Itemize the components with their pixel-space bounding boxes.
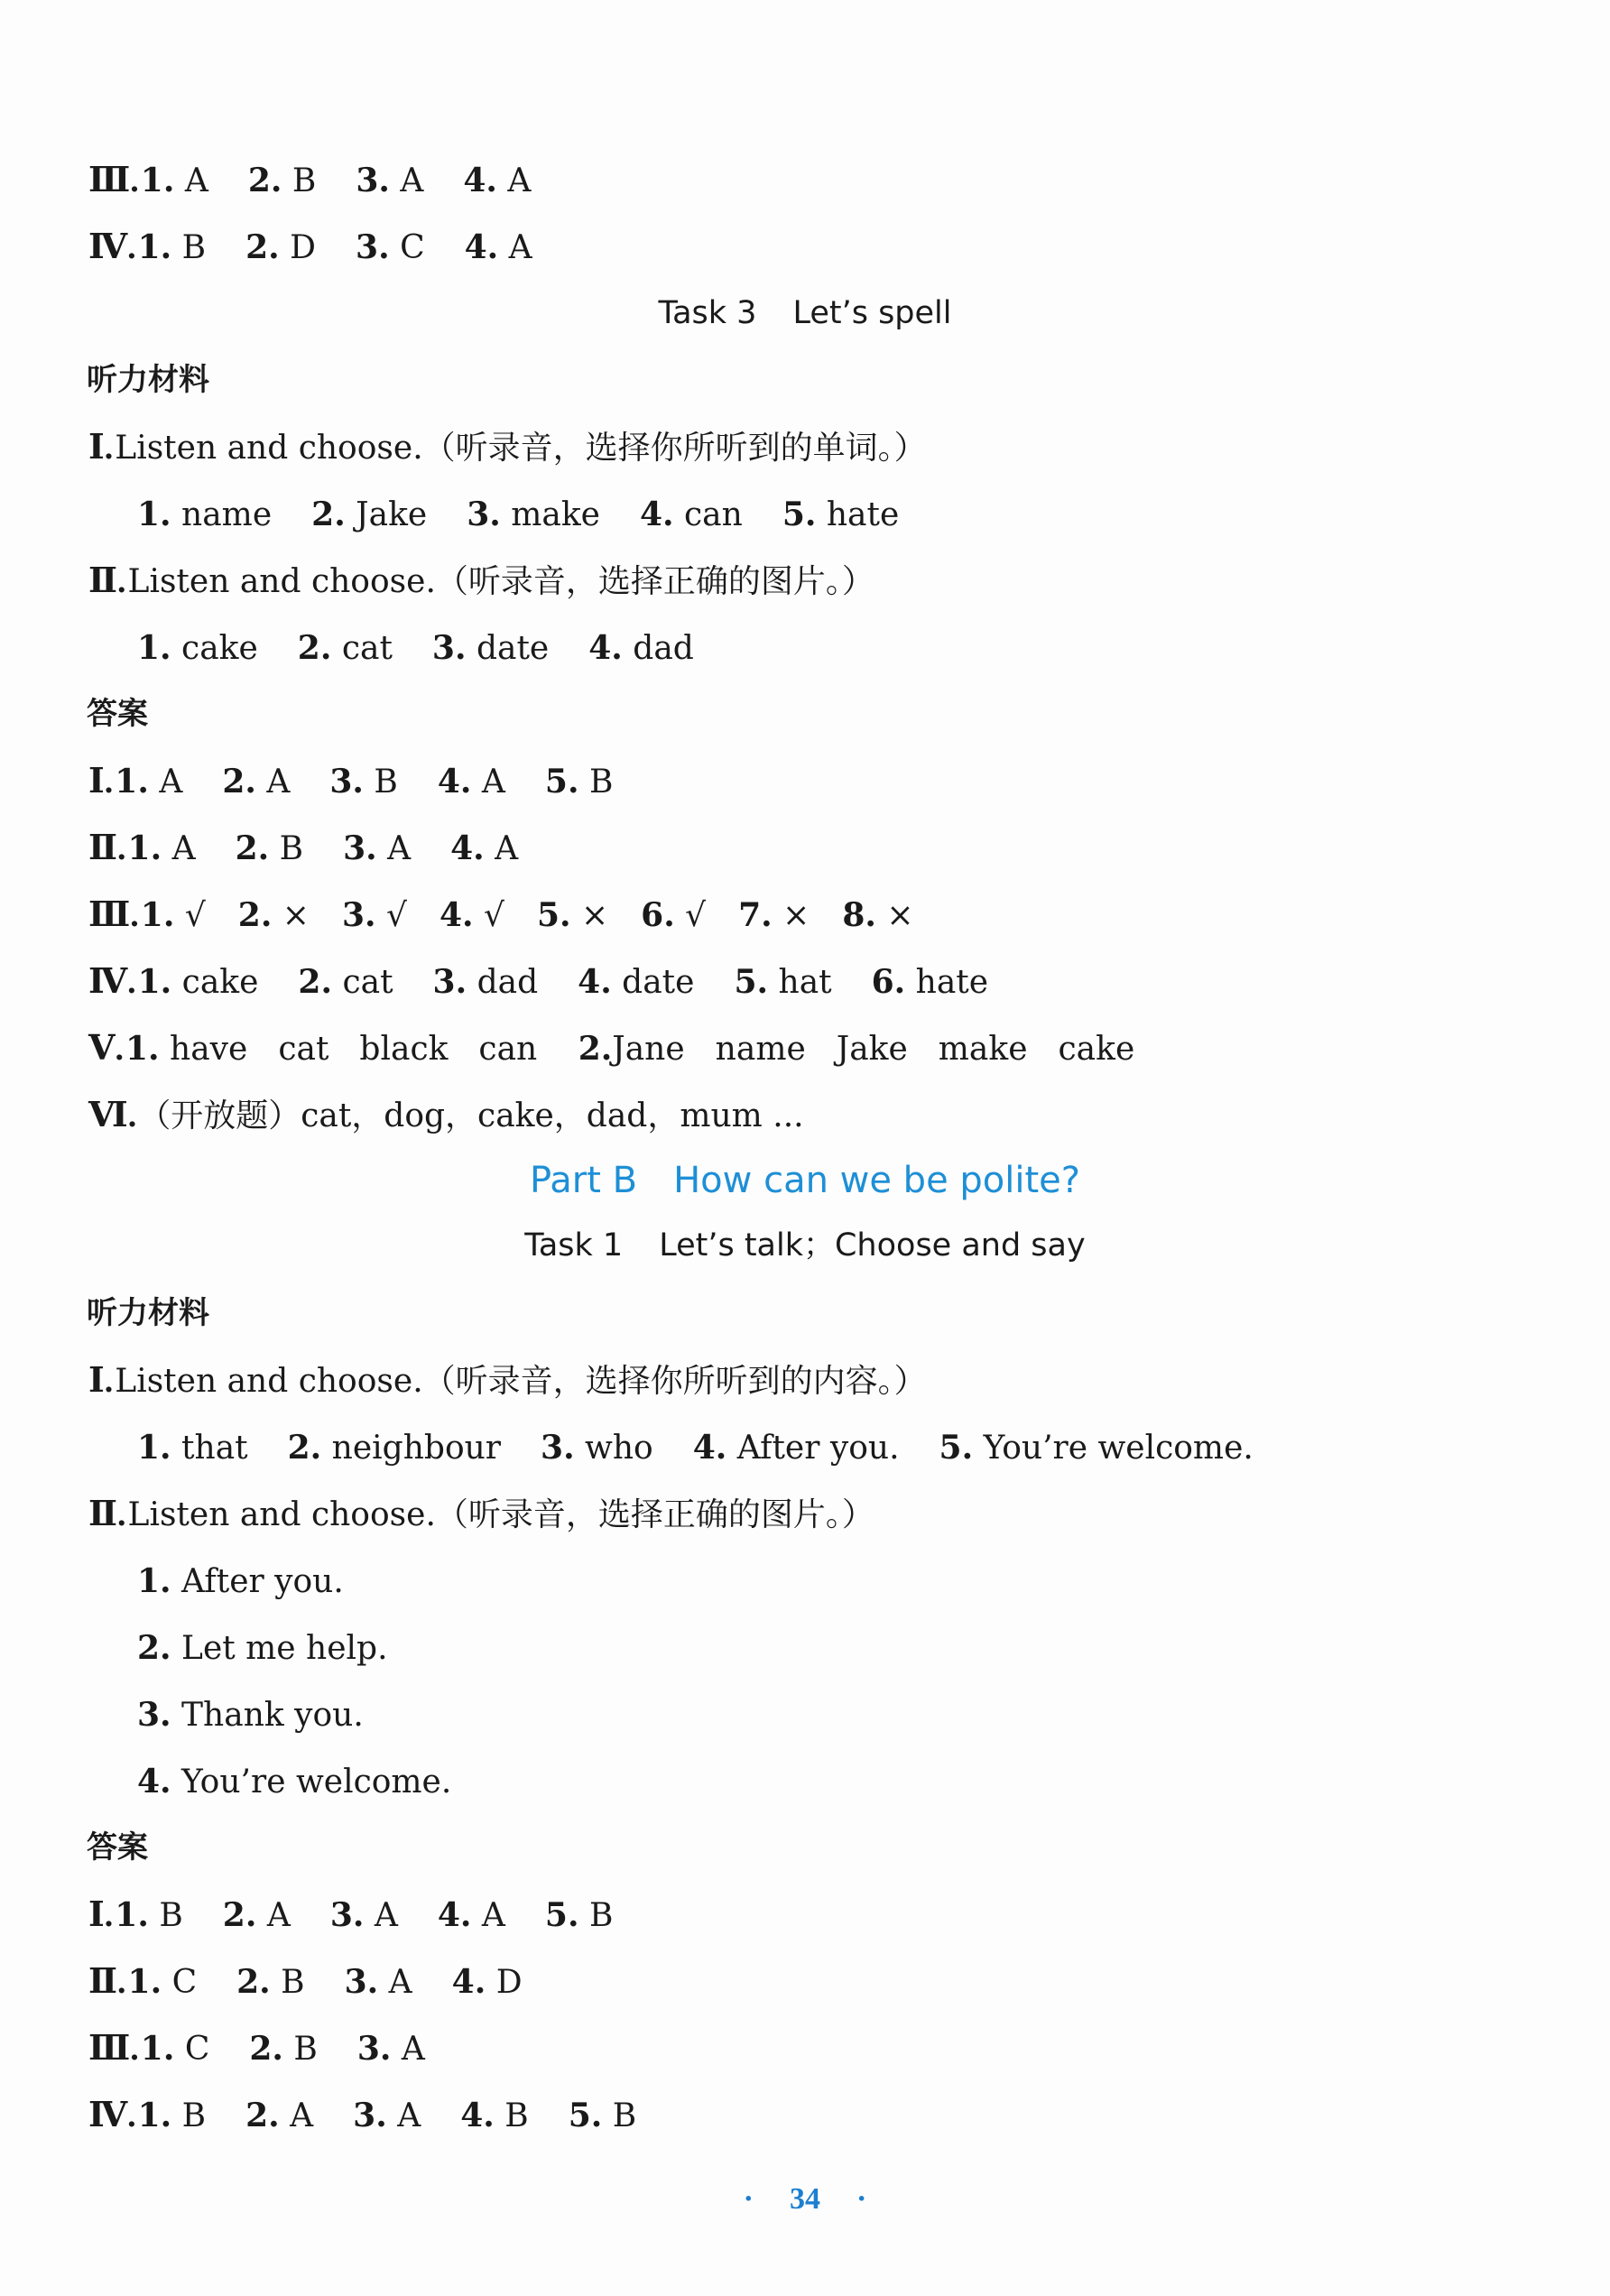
answer-item	[248, 159, 317, 203]
answer-item	[137, 1426, 248, 1470]
answer-row-iii	[88, 893, 947, 938]
roman-numeral: Ⅵ.	[88, 1097, 137, 1134]
item-answer: date	[611, 964, 695, 1001]
item-answer: A	[386, 2097, 421, 2134]
roman-numeral: Ⅰ.	[88, 1362, 114, 1400]
item-answer: hat	[768, 964, 832, 1001]
answer-item	[329, 760, 398, 804]
roman-numeral: Ⅳ.	[88, 228, 136, 266]
fill-word: can	[478, 1031, 538, 1068]
item-number: 3.	[343, 829, 377, 867]
item-number: 3.	[356, 162, 390, 199]
task1-title	[0, 1225, 1610, 1266]
item-answer: √	[375, 897, 407, 934]
item-number: 3.	[353, 2097, 387, 2134]
fill-word: have	[170, 1031, 248, 1068]
item-number: 5.	[544, 1896, 579, 1934]
item-answer: B	[270, 1964, 305, 2001]
answer-item	[249, 2027, 318, 2071]
open-answer-text: （开放题）cat，dog，cake，dad，mum ...	[138, 1097, 804, 1134]
answer-item	[939, 1426, 1254, 1470]
item-number: 2.	[298, 963, 332, 1001]
item-answer: can	[673, 496, 743, 533]
answer-item	[537, 893, 608, 938]
item-answer: √	[473, 897, 504, 934]
roman-numeral: Ⅲ.	[88, 896, 139, 934]
answer-item	[356, 159, 423, 203]
answer-item	[141, 2027, 210, 2071]
item-number: 4.	[450, 829, 485, 867]
item-number: 2.	[236, 1963, 271, 2001]
item-number: 3.	[431, 629, 467, 667]
answer-item	[342, 893, 407, 938]
item-number: 1.	[137, 1429, 171, 1467]
answer-item	[541, 1426, 653, 1470]
answer-item	[236, 1960, 305, 2004]
item-number: 1.	[137, 963, 172, 1001]
question-text: Listen and choose.（听录音，选择你所听到的单词。）	[115, 430, 927, 467]
item-number: 2.	[222, 1896, 257, 1934]
answer-item	[298, 960, 393, 1004]
answer-row-i	[88, 1893, 613, 1938]
item-number: 1.	[137, 495, 171, 533]
answer-item	[782, 493, 899, 537]
item-answer: C	[389, 229, 425, 266]
task3-title-text: Let’s spell	[792, 295, 952, 331]
item-number: 4.	[460, 2097, 495, 2134]
answer-item	[137, 493, 272, 537]
item-number: 1.	[115, 1896, 149, 1934]
item-answer: cake	[171, 964, 259, 1001]
item-answer: C	[174, 2031, 210, 2068]
item-number: 4.	[437, 763, 472, 801]
item-answer: You’re welcome.	[973, 1430, 1254, 1467]
roman-numeral: Ⅳ.	[88, 963, 136, 1001]
answer-item	[343, 827, 411, 871]
answer-row-iii	[88, 2027, 425, 2071]
answer-item	[545, 760, 614, 804]
listening-heading: 听力材料	[87, 1295, 209, 1331]
answer-item	[872, 960, 988, 1004]
item-answer: After you.	[726, 1430, 900, 1467]
answer-item	[141, 893, 206, 938]
roman-numeral: Ⅰ.	[88, 429, 114, 467]
task1-title-text: Let’s talk；Choose and say	[659, 1227, 1086, 1264]
roman-numeral: Ⅱ.	[88, 1495, 126, 1533]
item-answer: Jake	[345, 496, 428, 533]
answer-row-ii	[88, 827, 518, 871]
item-number: 2.	[235, 829, 270, 867]
answer-item	[138, 2094, 207, 2138]
item-answer: ×	[272, 897, 310, 934]
item-answer: √	[174, 897, 206, 934]
item-number: 3.	[344, 1963, 379, 2001]
item-answer: A	[162, 830, 196, 867]
page-number-value: 34	[790, 2182, 820, 2216]
answer-item	[222, 760, 290, 804]
sentence-line: 4. You’re welcome.	[137, 1763, 452, 1801]
item-number: 6.	[871, 963, 906, 1001]
question-text: Listen and choose.（听录音，选择正确的图片。）	[127, 1496, 874, 1533]
item-answer: D	[279, 229, 317, 266]
answer-item	[641, 893, 706, 938]
answer-item	[450, 827, 518, 871]
item-answer: cat	[331, 630, 393, 667]
item-number: 3.	[329, 1896, 365, 1934]
item-number: 5.	[536, 896, 571, 934]
item-number: 2.	[249, 2030, 283, 2068]
item-answer: B	[282, 2031, 318, 2068]
item-answer: ×	[570, 897, 609, 934]
item-number: 1.	[140, 896, 175, 934]
item-answer: that	[171, 1430, 248, 1467]
item-answer: hate	[905, 964, 989, 1001]
answer-item	[452, 1960, 523, 2004]
item-answer: neighbour	[321, 1430, 502, 1467]
item-number: 1.	[125, 1030, 160, 1068]
item-number: 1.	[127, 1963, 162, 2001]
item-number: 8.	[842, 896, 876, 934]
item-answer: B	[363, 764, 398, 801]
item-answer: A	[378, 1964, 412, 2001]
fill-word: Jane	[612, 1031, 685, 1068]
answer-item	[578, 960, 694, 1004]
item-answer: A	[364, 1897, 398, 1934]
question-ii	[88, 560, 874, 604]
answer-item	[298, 626, 393, 671]
question-i	[88, 426, 927, 470]
question-i	[88, 1359, 927, 1403]
item-number: 1.	[137, 629, 171, 667]
answer-row-vi	[88, 1094, 804, 1138]
item-answer: B	[578, 764, 614, 801]
item-number: 2.	[247, 162, 282, 199]
item-number: 1.	[140, 2030, 175, 2068]
roman-numeral: Ⅱ.	[88, 562, 126, 600]
item-answer: A	[389, 162, 424, 199]
answer-item	[238, 893, 310, 938]
question-ii-words	[137, 626, 694, 671]
answer-item	[693, 1426, 900, 1470]
item-number: 3.	[329, 763, 364, 801]
item-answer: A	[471, 1897, 505, 1934]
answer-item	[356, 226, 425, 270]
fill-word: cake	[1058, 1031, 1135, 1068]
item-answer: dad	[622, 630, 694, 667]
item-answer: B	[148, 1897, 183, 1934]
answer-item	[236, 827, 304, 871]
part-heading: How can we be polite?	[673, 1160, 1081, 1201]
task1-title-number: Task 1	[524, 1227, 624, 1264]
answer-row-i	[88, 760, 613, 804]
item-number: 2.	[245, 228, 280, 266]
item-number: 5.	[544, 763, 579, 801]
answer-item	[842, 893, 913, 938]
item-answer: B	[282, 162, 317, 199]
answer-item	[137, 626, 258, 671]
item-number: 5.	[782, 495, 817, 533]
answer-item	[460, 2094, 529, 2138]
item-answer: B	[602, 2097, 637, 2134]
item-answer: D	[486, 1964, 523, 2001]
item-answer: dad	[467, 964, 539, 1001]
item-number: 2.	[245, 2097, 280, 2134]
item-answer: date	[466, 630, 550, 667]
item-number: 2.	[237, 896, 273, 934]
item-number: 3.	[432, 963, 467, 1001]
answer-item	[588, 626, 694, 671]
answer-item	[141, 159, 208, 203]
item-answer: A	[148, 764, 183, 801]
answer-item	[640, 493, 743, 537]
sentence-line: 3. Thank you.	[137, 1696, 364, 1734]
answer-item	[357, 2027, 425, 2071]
item-number: 1.	[115, 763, 149, 801]
answer-item	[569, 2094, 637, 2138]
answer-item	[433, 960, 539, 1004]
roman-numeral: Ⅰ.	[88, 1896, 114, 1934]
item-number: 2.	[287, 1429, 322, 1467]
item-number: 1.	[127, 829, 162, 867]
item-answer: B	[494, 2097, 529, 2134]
answer-item	[465, 226, 532, 270]
answer-item	[545, 1893, 614, 1938]
item-number: 2.	[311, 495, 346, 533]
answer-item	[223, 1893, 291, 1938]
fill-word: name	[715, 1031, 806, 1068]
item-number: 1.	[137, 228, 172, 266]
item-answer: A	[256, 1897, 291, 1934]
answers-heading: 答案	[87, 1829, 148, 1866]
answer-row-iii	[88, 159, 531, 203]
answer-item	[330, 1893, 398, 1938]
item-answer: ×	[875, 897, 914, 934]
item-number: 2.	[578, 1030, 613, 1068]
roman-numeral: Ⅱ.	[88, 1963, 126, 2001]
item-answer: A	[498, 229, 532, 266]
answer-item	[288, 1426, 501, 1470]
item-number: 1.	[140, 162, 175, 199]
answer-item	[440, 893, 504, 938]
item-answer: A	[279, 2097, 314, 2134]
sentence-line: 1. After you.	[137, 1562, 344, 1600]
answer-item	[438, 1893, 505, 1938]
item-number: 5.	[734, 963, 769, 1001]
answer-row-iv	[88, 2094, 636, 2138]
item-answer: A	[376, 830, 412, 867]
answer-item	[138, 226, 207, 270]
item-answer: A	[255, 764, 291, 801]
item-answer: ×	[772, 897, 810, 934]
item-number: 3.	[341, 896, 376, 934]
item-answer: cat	[332, 964, 393, 1001]
item-number: 4.	[588, 629, 623, 667]
item-number: 4.	[463, 162, 497, 199]
answer-item	[463, 159, 531, 203]
item-answer: C	[162, 1964, 198, 2001]
item-number: 3.	[467, 495, 501, 533]
answer-item	[115, 760, 182, 804]
fill-word: black	[359, 1031, 449, 1068]
answer-item	[245, 2094, 313, 2138]
item-answer: B	[171, 229, 207, 266]
item-number: 6.	[641, 896, 675, 934]
task3-title	[0, 292, 1610, 334]
answer-item	[432, 626, 549, 671]
fill-word: Jake	[836, 1031, 908, 1068]
item-answer: make	[500, 496, 600, 533]
roman-numeral: Ⅰ.	[88, 763, 114, 801]
item-answer: who	[574, 1430, 653, 1467]
answer-item	[115, 1893, 183, 1938]
item-number: 5.	[568, 2097, 603, 2134]
item-answer: B	[578, 1897, 614, 1934]
task3-title-number: Task 3	[658, 295, 757, 331]
answer-item	[128, 1960, 198, 2004]
roman-numeral: Ⅱ.	[88, 829, 126, 867]
item-number: 2.	[222, 763, 256, 801]
item-number: 4.	[439, 896, 474, 934]
question-ii	[88, 1493, 874, 1537]
item-answer: B	[171, 2097, 207, 2134]
answers-heading: 答案	[87, 696, 148, 732]
answer-row-ii	[88, 1960, 523, 2004]
item-number: 3.	[541, 1429, 575, 1467]
sentence-line: 2. Let me help.	[137, 1629, 388, 1667]
item-answer: A	[484, 830, 519, 867]
answer-item	[138, 960, 259, 1004]
item-answer: √	[674, 897, 707, 934]
item-answer: A	[391, 2031, 425, 2068]
question-text: Listen and choose.（听录音，选择正确的图片。）	[127, 563, 874, 600]
item-number: 4.	[437, 1896, 472, 1934]
answer-item	[128, 827, 196, 871]
item-number: 1.	[137, 2097, 172, 2134]
item-number: 3.	[356, 228, 390, 266]
answer-item	[734, 960, 831, 1004]
item-answer: cake	[171, 630, 258, 667]
part-b-title	[0, 1160, 1610, 1201]
item-number: 3.	[356, 2030, 392, 2068]
answer-row-v	[88, 1027, 1165, 1071]
roman-numeral: Ⅴ.	[88, 1030, 124, 1068]
item-answer: A	[471, 764, 505, 801]
part-label: Part B	[529, 1160, 638, 1201]
item-number: 5.	[939, 1429, 974, 1467]
question-i-words	[137, 1426, 1254, 1470]
fill-word: make	[938, 1031, 1028, 1068]
item-number: 4.	[464, 228, 499, 266]
answer-item	[311, 493, 427, 537]
item-answer: A	[496, 162, 532, 199]
roman-numeral: Ⅳ.	[88, 2097, 136, 2134]
listening-heading: 听力材料	[87, 362, 209, 398]
roman-numeral: Ⅲ.	[88, 2030, 139, 2068]
fill-word: cat	[278, 1031, 329, 1068]
roman-numeral: Ⅲ.	[88, 162, 139, 199]
answer-item	[438, 760, 505, 804]
item-number: 4.	[578, 963, 612, 1001]
question-i-words	[137, 493, 899, 537]
item-answer: hate	[816, 496, 900, 533]
question-text: Listen and choose.（听录音，选择你所听到的内容。）	[115, 1363, 927, 1400]
item-number: 4.	[639, 495, 674, 533]
item-number: 4.	[451, 1963, 486, 2001]
answer-item	[353, 2094, 421, 2138]
item-answer: A	[174, 162, 208, 199]
page-number: · 34 ·	[743, 2182, 867, 2216]
item-answer: name	[171, 496, 273, 533]
answer-item	[345, 1960, 412, 2004]
item-number: 7.	[738, 896, 773, 934]
item-number: 4.	[692, 1429, 727, 1467]
answer-item	[467, 493, 600, 537]
answer-item	[738, 893, 810, 938]
item-answer: B	[269, 830, 304, 867]
item-number: 2.	[297, 629, 332, 667]
answer-item	[245, 226, 316, 270]
answer-row-iv	[88, 960, 988, 1004]
answer-row-iv	[88, 226, 532, 270]
